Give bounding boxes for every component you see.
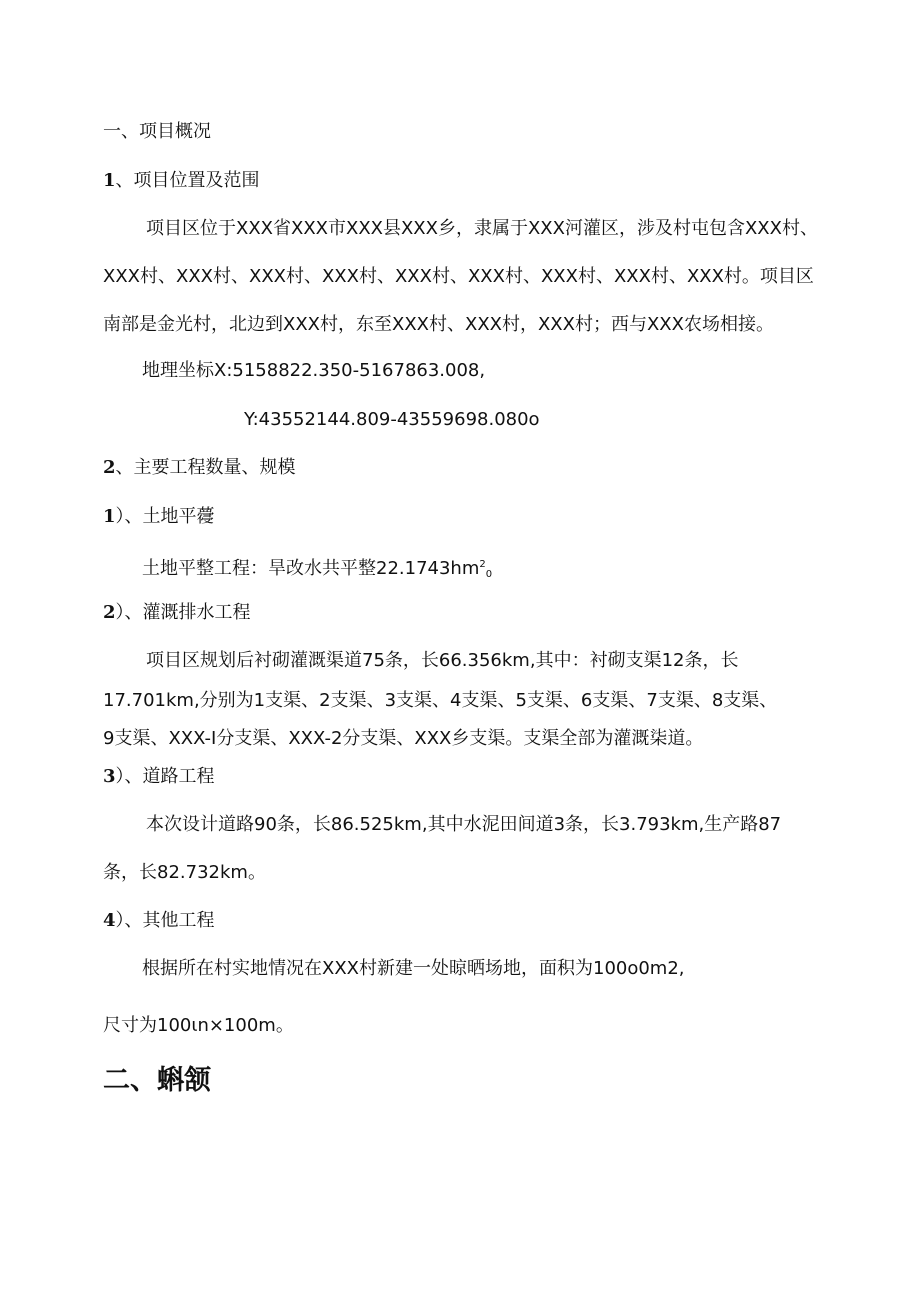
coordinate-y-line: Y:43552144.809-43559698.080o — [244, 409, 540, 430]
paragraph-line: 项目区规划后衬砌灌溉渠道75条，长66.356km,其中：衬砌支渠12条，长 — [146, 650, 739, 671]
paragraph-line: 9支渠、XXX-I分支渠、XXX-2分支渠、XXX乡支渠。支渠全部为灌溉柒道。 — [103, 728, 704, 749]
paragraph-line: XXX村、XXX村、XXX村、XXX村、XXX村、XXX村、XXX村、XXX村、XXX村。项目区 — [103, 266, 814, 287]
heading-text: ）、土地平蘉 — [115, 506, 215, 527]
subscript: 0 — [485, 569, 493, 580]
heading-number: 1 — [103, 506, 116, 527]
paragraph-line: 条，长82.732km。 — [103, 862, 266, 883]
subsection-heading-1 — [103, 169, 260, 193]
section-heading-2: 二、蝌颔 — [103, 1065, 211, 1096]
item-heading-3 — [103, 765, 215, 789]
heading-text: ）、灌溉排水工程 — [115, 602, 251, 623]
heading-number: 2 — [103, 602, 116, 623]
paragraph-line: 南部是金光村，北边到XXX村，东至XXX村、XXX村，XXX村；西与XXX农场相接。 — [103, 314, 774, 335]
item-heading-2 — [103, 601, 251, 625]
land-leveling-line — [142, 553, 492, 587]
heading-number: 4 — [103, 910, 116, 931]
heading-number: 2 — [103, 457, 116, 478]
superscript: 2 — [479, 559, 486, 570]
heading-number: 3 — [103, 766, 116, 787]
paragraph-line: 本次设计道路90条，长86.525km,其中水泥田间道3条，长3.793km,生产路87 — [146, 814, 782, 835]
paragraph-line: 项目区位于XXX省XXX市XXX县XXX乡，隶属于XXX河灌区，涉及村屯包含XXX村、 — [146, 218, 818, 239]
item-heading-4 — [103, 909, 215, 933]
heading-number: 1 — [103, 170, 116, 191]
item-heading-1 — [103, 505, 215, 529]
coordinate-x-line: 地理坐标X:5158822.350-5167863.008, — [142, 360, 486, 381]
heading-text: 、主要工程数量、规模 — [115, 457, 296, 478]
paragraph-line: 根据所在村实地情况在XXX村新建一处晾晒场地，面积为100o0m2, — [142, 958, 685, 979]
subsection-heading-2 — [103, 456, 296, 480]
land-leveling-text: 土地平整工程：旱改水共平整22.1743hm — [142, 558, 480, 579]
heading-text: ）、其他工程 — [115, 910, 215, 931]
paragraph-line: 17.701km,分别为1支渠、2支渠、3支渠、4支渠、5支渠、6支渠、7支渠、8支渠、 — [103, 690, 778, 711]
section-heading-1: 一、项目概况 — [103, 121, 211, 142]
heading-text: ）、道路工程 — [115, 766, 215, 787]
paragraph-line: 尺寸为100ιn×100m。 — [103, 1015, 294, 1036]
heading-text: 、项目位置及范围 — [115, 170, 260, 191]
